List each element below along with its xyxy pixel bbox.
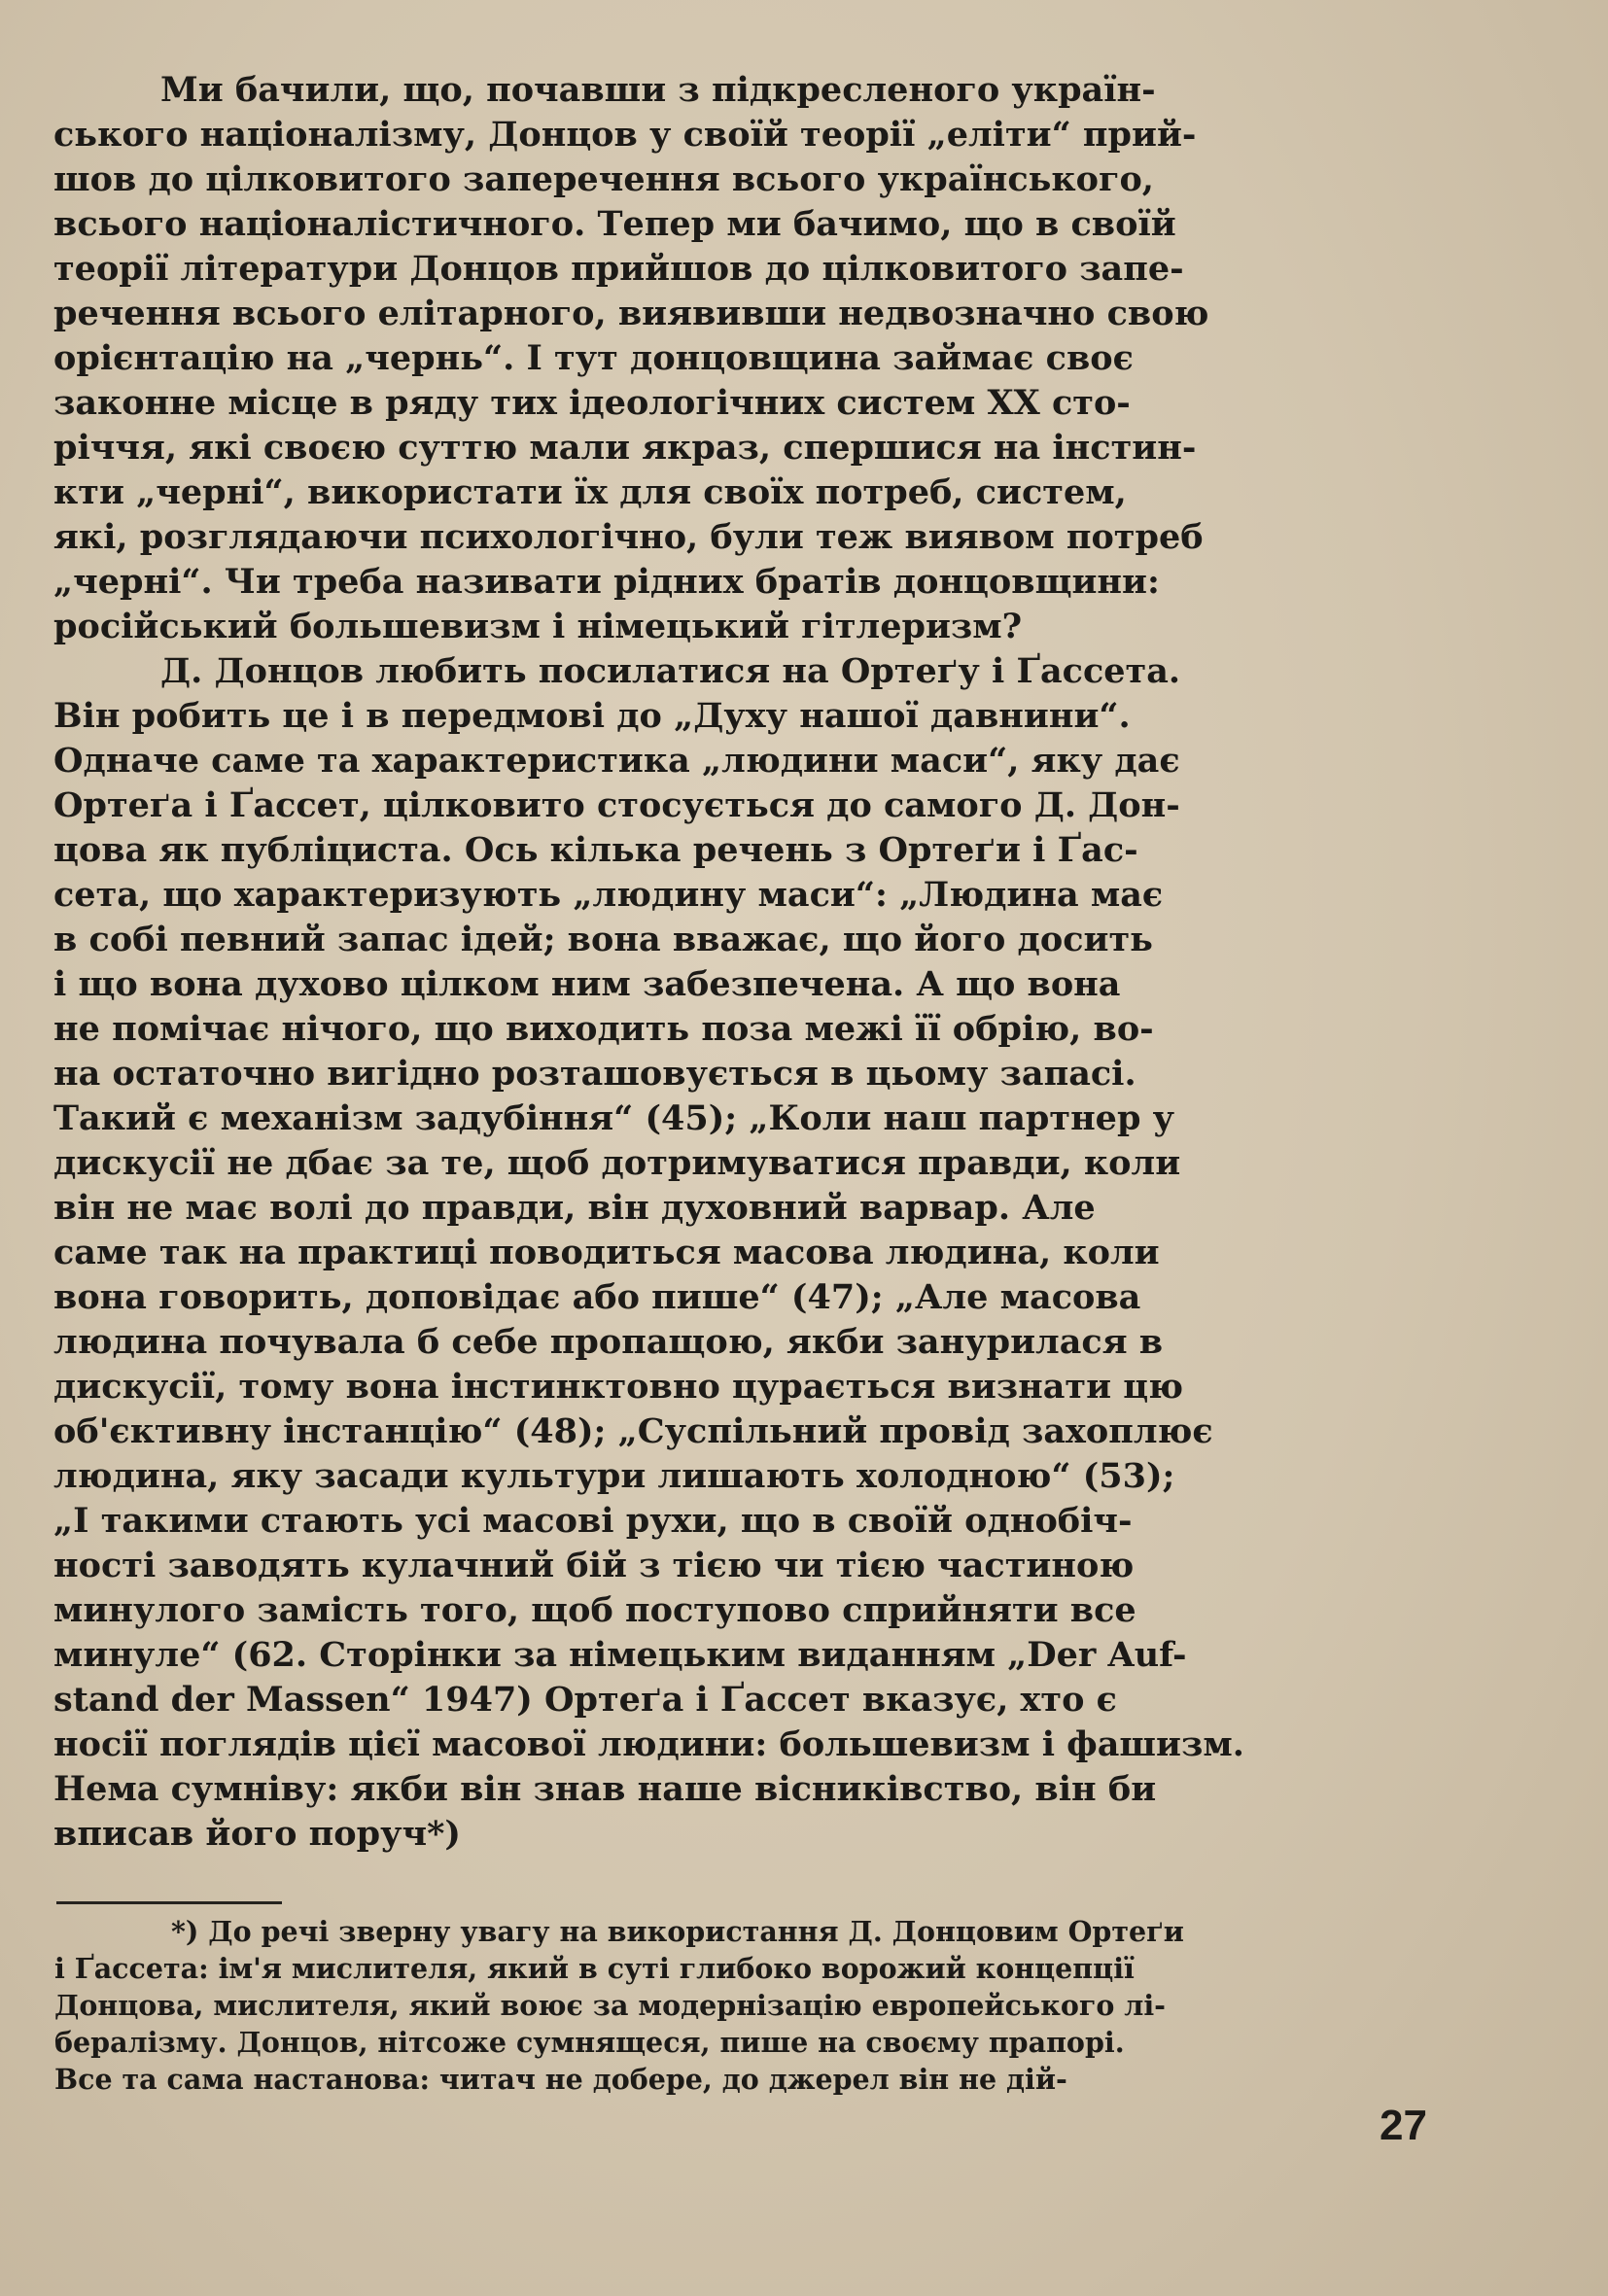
paragraph-line: минулого замість того, щоб поступово сприйняти все	[53, 1590, 1136, 1630]
paragraph-line: орієнтацію на „чернь“. І тут донцовщина займає своє	[53, 338, 1134, 378]
paragraph-line: Ми бачили, що, почавши з підкресленого україн-	[160, 70, 1156, 110]
paragraph-line: Такий є механізм задубіння“ (45); „Коли наш партнер у	[53, 1098, 1175, 1138]
page-number: 27	[1380, 2102, 1427, 2149]
paragraph-line: не помічає нічого, що виходить поза межі її обрію, во-	[53, 1009, 1154, 1049]
footnote-line: Все та сама настанова: читач не доберe, до джерел він не дій-	[54, 2063, 1067, 2096]
paragraph-line: Нема сумніву: якби він знав наше вісниківство, він би	[53, 1769, 1157, 1809]
paragraph-line: носії поглядів цієї масової людини: большевизм і фашизм.	[53, 1724, 1244, 1764]
paragraph-line: в собі певний запас ідей; вона вважає, що його досить	[53, 920, 1153, 959]
paragraph-line: російський большевизм і німецький гітлеризм?	[53, 607, 1023, 646]
paragraph-line: дискусії не дбає за те, щоб дотримуватися правди, коли	[53, 1143, 1181, 1183]
paragraph-line: кти „черні“, використати їх для своїх потреб, систем,	[53, 472, 1127, 512]
paragraph-line: і що вона духово цілком ним забезпечена. А що вона	[53, 964, 1121, 1004]
paragraph-line: він не має волі до правди, він духовний варвар. Але	[53, 1188, 1096, 1228]
paragraph-line: stand der Massen“ 1947) Ортеґа і Ґассет вказує, хто є	[53, 1680, 1117, 1720]
paragraph-line: Він робить це і в передмові до „Духу нашої давнини“.	[53, 696, 1131, 736]
paragraph-line: ності заводять кулачний бій з тією чи тією частиною	[53, 1546, 1135, 1585]
footnote-line: *) До речі зверну увагу на використання Д. Донцовим Ортеґи	[171, 1915, 1184, 1948]
paragraph-line: саме так на практиці поводиться масова людина, коли	[53, 1233, 1160, 1272]
paragraph-line: які, розглядаючи психологічно, були теж виявом потреб	[53, 517, 1204, 557]
paragraph-line: ського націоналізму, Донцов у своїй теорії „еліти“ прий-	[53, 115, 1197, 155]
footnote	[54, 1913, 1420, 2098]
paragraph-line: на остаточно вигідно розташовується в цьому запасі.	[53, 1054, 1136, 1094]
paragraph-line: Д. Донцов любить посилатися на Ортеґу і Ґассета.	[160, 651, 1181, 691]
footnote-separator	[56, 1901, 282, 1904]
paragraph-line: всього націоналістичного. Тепер ми бачимо, що в своїй	[53, 204, 1176, 244]
paragraph-line: дискусії, тому вона інстинктовно цурається визнати цю	[53, 1367, 1183, 1407]
paragraph-line: річчя, які своєю суттю мали якраз, спершися на інстин-	[53, 428, 1197, 468]
paragraph-line: законне місце в ряду тих ідеологічних систем XX сто-	[53, 383, 1131, 423]
main-text	[53, 68, 1419, 1857]
paragraph-line: людина почувала б себе пропащою, якби занурилася в	[53, 1322, 1164, 1362]
footnote-line: бералізму. Донцов, нітсоже сумнящеся, пише на своєму прапорі.	[54, 2026, 1125, 2059]
paragraph-line: речення всього елітарного, виявивши недвозначно свою	[53, 294, 1209, 333]
paragraph-line: шов до цілковитого заперечення всього українського,	[53, 159, 1154, 199]
paragraph-line: минуле“ (62. Сторінки за німецьким виданням „Der Auf-	[53, 1635, 1187, 1675]
paragraph-line: об'єктивну інстанцію“ (48); „Суспільний провід захоплює	[53, 1411, 1213, 1451]
footnote-line: і Ґассета: ім'я мислителя, який в суті глибоко ворожий концепції	[54, 1952, 1135, 1985]
paragraph-line: цова як публіциста. Ось кілька речень з Ортеґи і Ґас-	[53, 830, 1138, 870]
paragraph-line: „черні“. Чи треба називати рідних братів донцовщини:	[53, 562, 1160, 602]
paragraph-line: Одначе саме та характеристика „людини маси“, яку дає	[53, 741, 1180, 781]
footnote-line: Донцова, мислителя, який воює за модернізацію европейського лі-	[54, 1989, 1167, 2022]
paragraph-line: сета, що характеризують „людину маси“: „Людина має	[53, 875, 1164, 915]
paragraph-line: Ортеґа і Ґассет, цілковито стосується до самого Д. Дон-	[53, 785, 1180, 825]
paragraph-line: „І такими стають усі масові рухи, що в своїй однобіч-	[53, 1501, 1133, 1541]
paragraph-line: вписав його поруч*)	[53, 1814, 461, 1854]
paragraph-line: теорії літератури Донцов прийшов до цілковитого запе-	[53, 249, 1184, 289]
paragraph-line: людина, яку засади культури лишають холодною“ (53);	[53, 1456, 1175, 1496]
paragraph-line: вона говорить, доповідає або пише“ (47); „Але масова	[53, 1277, 1141, 1317]
